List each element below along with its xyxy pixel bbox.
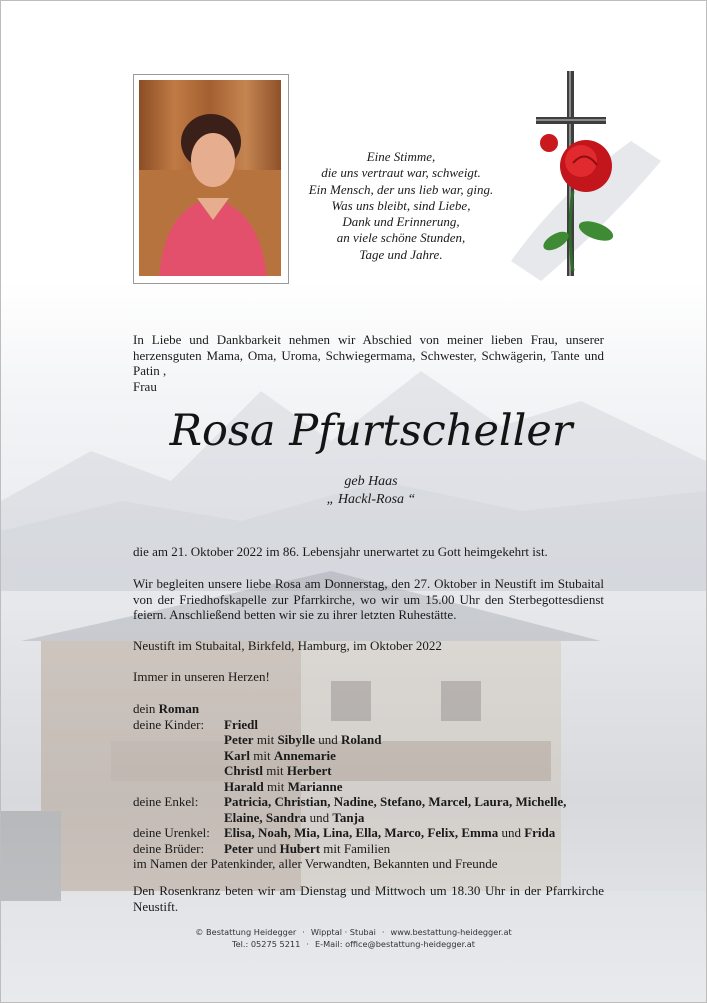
grandchild-name: Tanja	[332, 809, 365, 825]
children-row	[133, 748, 604, 764]
grandchild-name: Roland	[341, 732, 382, 747]
nickname: „ Hackl-Rosa “	[326, 492, 416, 507]
child-name: Friedl	[224, 716, 258, 732]
connector: mit	[266, 778, 285, 794]
great-grandchildren-row	[133, 825, 604, 841]
grandchildren-line-2: Elaine, Sandra	[224, 809, 307, 825]
child-entry	[224, 732, 381, 748]
child-name: Harald	[224, 778, 264, 794]
child-entry	[224, 779, 342, 795]
spouse-name: Herbert	[286, 763, 332, 778]
poem-line: die uns vertraut war, schweigt.	[321, 165, 481, 181]
connector: und	[256, 840, 277, 856]
poem-line: Was uns bleibt, sind Liebe,	[331, 197, 471, 213]
brothers-row	[133, 841, 604, 857]
footer-separator: ·	[302, 927, 305, 937]
footer-email-link[interactable]: E-Mail: office@bestattung-heidegger.at	[314, 939, 476, 949]
mourners-list	[133, 701, 604, 872]
great-grandchildren-label: deine Urenkel:	[133, 825, 210, 840]
connector: und	[318, 732, 338, 747]
grandchildren-line-1: Patricia, Christian, Nadine, Stefano, Marcel, Laura, Michelle,	[224, 794, 567, 809]
cross-with-rose-icon	[501, 71, 671, 291]
connector: mit	[266, 763, 284, 778]
grandchildren-row	[133, 794, 604, 810]
child-entry	[224, 717, 258, 733]
connector: mit	[253, 747, 271, 763]
portrait-frame	[133, 74, 289, 284]
children-row	[133, 779, 604, 795]
grandchildren-names	[224, 810, 364, 826]
rosary-notice: Den Rosenkranz beten wir am Dienstag und Mittwoch um 18.30 Uhr in der Pfarrkirche Neustift.	[133, 883, 604, 914]
child-name: Christl	[224, 763, 263, 778]
others-row	[133, 856, 604, 872]
great-grandchild-name: Frida	[524, 825, 556, 840]
child-name: Peter	[224, 732, 254, 747]
husband-row	[133, 701, 604, 717]
poem	[301, 149, 501, 263]
maiden-name-block	[201, 473, 541, 509]
brother-name: Hubert	[279, 840, 321, 856]
footer-web-link[interactable]: www.bestattung-heidegger.at	[390, 927, 512, 937]
children-row	[133, 763, 604, 779]
place-date: Neustift im Stubaital, Birkfeld, Hamburg, im Oktober 2022	[133, 638, 442, 653]
connector: und	[501, 825, 521, 840]
closing-phrase: Immer in unseren Herzen!	[133, 669, 270, 684]
children-row	[133, 732, 604, 748]
footer-phone: Tel.: 05275 5211	[231, 939, 301, 949]
children-label: deine Kinder:	[133, 716, 205, 732]
funeral-details: Wir begleiten unsere liebe Rosa am Donnerstag, den 27. Oktober in Neustift im Stubaital von der Friedhofskapelle zur Pfarrkirche, wo wir um 15.00 Uhr den Sterbegottesdienst feiern. Anschließend betten wir sie zu ihrer letzten Ruhestätte.	[133, 576, 604, 622]
poem-line: Ein Mensch, der uns lieb war, ging.	[308, 181, 494, 197]
maiden-name: geb Haas	[344, 474, 398, 489]
brother-name: Peter	[224, 840, 254, 856]
footer-separator: ·	[306, 939, 309, 949]
child-name: Karl	[224, 747, 250, 763]
intro-text	[133, 332, 604, 394]
husband-name: Roman	[158, 701, 200, 716]
portrait-photo	[139, 80, 281, 276]
grandchildren-names	[224, 794, 566, 810]
footer-region: Wipptal · Stubai	[310, 927, 376, 937]
great-grandchildren-list: Elisa, Noah, Mia, Lina, Ella, Marco, Felix, Emma	[224, 825, 499, 840]
poem-line: an viele schöne Stunden,	[336, 230, 466, 246]
grandchildren-row	[133, 810, 604, 826]
child-entry	[224, 763, 332, 779]
footer	[1, 926, 706, 950]
deceased-name: Rosa Pfurtscheller	[169, 406, 573, 456]
poem-line: Eine Stimme,	[366, 149, 436, 164]
children-row	[133, 717, 604, 733]
footer-company: © Bestattung Heidegger	[195, 927, 297, 937]
footer-separator: ·	[381, 927, 385, 937]
spouse-name: Marianne	[287, 778, 343, 794]
grandchildren-label: deine Enkel:	[133, 794, 199, 809]
brothers-label: deine Brüder:	[133, 840, 205, 856]
spouse-name: Sibylle	[277, 732, 316, 747]
intro-frau: Frau	[133, 378, 157, 394]
poem-line: Tage und Jahre.	[359, 246, 443, 262]
child-entry	[224, 748, 336, 764]
poem-line: Dank und Erinnerung,	[342, 214, 460, 230]
great-grandchildren-names	[224, 825, 555, 841]
connector: mit	[256, 732, 275, 747]
brothers-suffix: mit Familien	[323, 840, 391, 856]
husband-label: dein	[133, 701, 156, 716]
brothers-names	[224, 841, 390, 857]
intro-paragraph: In Liebe und Dankbarkeit nehmen wir Abschied von meiner lieben Frau, unserer herzensguten Mama, Oma, Uroma, Schwiegermama, Schwester, Schwägerin, Tante und Patin ,	[133, 332, 604, 378]
connector: und	[309, 809, 330, 825]
footer-line-2	[1, 938, 706, 950]
others-text: im Namen der Patenkinder, aller Verwandten, Bekannten und Freunde	[133, 856, 498, 871]
death-notice: die am 21. Oktober 2022 im 86. Lebensjahr unerwartet zu Gott heimgekehrt ist.	[133, 544, 548, 559]
footer-line-1	[1, 926, 706, 938]
spouse-name: Annemarie	[273, 747, 336, 763]
